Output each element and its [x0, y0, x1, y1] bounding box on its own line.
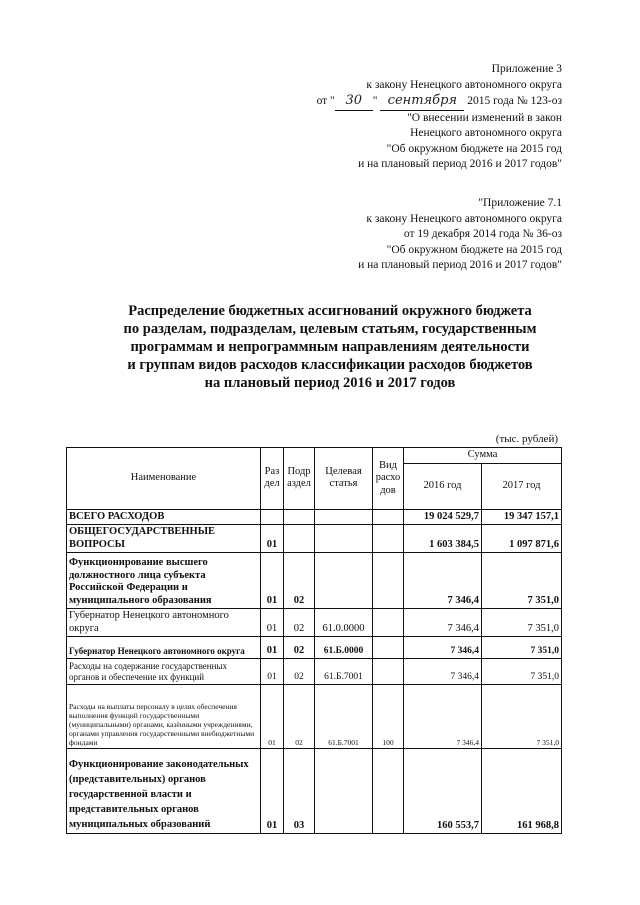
appendix-3-date-line [317, 93, 562, 111]
title-line5: на плановый период 2016 и 2017 годов [204, 375, 456, 391]
table-row [67, 525, 562, 553]
title-line4: и группам видов расходов классификации расходов бюджетов [127, 357, 533, 373]
row-2016: 7 346,4 [404, 637, 482, 659]
row-podrazdel: 03 [284, 749, 315, 834]
row-2016: 7 346,4 [404, 609, 482, 637]
row-target: 61.0.0000 [315, 609, 373, 637]
row-podrazdel: 02 [284, 659, 315, 685]
row-name: ОБЩЕГОСУДАРСТВЕННЫЕ ВОПРОСЫ [67, 525, 261, 553]
appendix-3-line1: Приложение 3 [491, 63, 562, 75]
document-title [60, 302, 600, 392]
table-row [67, 609, 562, 637]
header-sum: Сумма [404, 448, 562, 464]
row-2016: 160 553,7 [404, 749, 482, 834]
row-2017: 7 351,0 [482, 659, 562, 685]
row-expense-type [373, 609, 404, 637]
header-expense-type: Вид расхо дов [373, 448, 404, 510]
row-2017: 7 351,0 [482, 553, 562, 609]
table-row [67, 659, 562, 685]
row-target [315, 553, 373, 609]
row-target [315, 525, 373, 553]
header-podrazdel: Подр аздел [284, 448, 315, 510]
row-razdel: 01 [261, 685, 284, 749]
row-expense-type: 100 [373, 685, 404, 749]
appendix-3-header [317, 62, 562, 173]
row-2017: 161 968,8 [482, 749, 562, 834]
row-name: Расходы на выплаты персоналу в целях обеспечения выполнения функций государственными (муниципальными) органами, казёнными учреждениями, органами управления государственными внебюджетными фондами [67, 685, 261, 749]
table-row [67, 553, 562, 609]
row-podrazdel: 02 [284, 685, 315, 749]
date-month-handwritten: сентября [387, 93, 458, 108]
title-line1: Распределение бюджетных ассигнований окружного бюджета [128, 303, 532, 319]
row-expense-type [373, 553, 404, 609]
date-suffix: 2015 года № 123-оз [467, 95, 562, 107]
appendix-3-line2: к закону Ненецкого автономного округа [366, 78, 562, 91]
row-2017: 7 351,0 [482, 685, 562, 749]
row-name: Расходы на содержание государственных органов и обеспечение их функций [67, 659, 261, 685]
row-expense-type [373, 637, 404, 659]
budget-table [66, 447, 562, 834]
row-razdel [261, 509, 284, 525]
appendix-71-line3: от 19 декабря 2014 года № 36-оз [403, 228, 562, 240]
row-target [315, 509, 373, 525]
header-razdel: Раз дел [261, 448, 284, 510]
row-expense-type [373, 509, 404, 525]
date-day-blank [335, 93, 373, 111]
title-line2: по разделам, подразделам, целевым статьям, государственным [123, 321, 537, 337]
row-target [315, 749, 373, 834]
row-razdel: 01 [261, 659, 284, 685]
row-name: Губернатор Ненецкого автономного округа [67, 637, 261, 659]
table-row [67, 509, 562, 525]
row-target: 61.Б.7001 [315, 659, 373, 685]
appendix-71-line2: к закону Ненецкого автономного округа [366, 212, 562, 225]
header-name: Наименование [67, 448, 261, 510]
row-2017: 7 351,0 [482, 609, 562, 637]
appendix-7-1-header [358, 196, 562, 274]
row-2016: 7 346,4 [404, 685, 482, 749]
row-2017: 7 351,0 [482, 637, 562, 659]
row-expense-type [373, 525, 404, 553]
row-podrazdel: 02 [284, 637, 315, 659]
appendix-3-line5: Ненецкого автономного округа [410, 127, 562, 139]
row-name: Губернатор Ненецкого автономного округа [67, 609, 261, 637]
date-month-blank [380, 93, 464, 111]
row-expense-type [373, 659, 404, 685]
row-2016: 7 346,4 [404, 553, 482, 609]
appendix-3-line6: "Об окружном бюджете на 2015 год [386, 142, 562, 155]
row-podrazdel [284, 509, 315, 525]
appendix-71-line1: "Приложение 7.1 [478, 197, 562, 209]
row-razdel: 01 [261, 749, 284, 834]
row-razdel: 01 [261, 609, 284, 637]
appendix-71-line4: "Об окружном бюджете на 2015 год [386, 243, 562, 256]
row-2016: 1 603 384,5 [404, 525, 482, 553]
appendix-71-line5: и на плановый период 2016 и 2017 годов" [358, 259, 562, 271]
units-label: (тыс. рублей) [495, 433, 558, 445]
row-razdel: 01 [261, 553, 284, 609]
table-row [67, 685, 562, 749]
appendix-3-line7: и на плановый период 2016 и 2017 годов" [358, 158, 562, 170]
header-target-article: Целевая статья [315, 448, 373, 510]
date-mid: " [372, 95, 378, 107]
row-name: ВСЕГО РАСХОДОВ [67, 509, 261, 525]
header-2016: 2016 год [404, 463, 482, 509]
row-podrazdel: 02 [284, 553, 315, 609]
title-line3: программам и непрограммным направлениям деятельности [130, 339, 530, 355]
row-expense-type [373, 749, 404, 834]
row-podrazdel: 02 [284, 609, 315, 637]
row-target: 61.Б.7001 [315, 685, 373, 749]
table-row [67, 749, 562, 834]
row-name: Функционирование высшего должностного лица субъекта Российской Федерации и муниципального образования [67, 553, 261, 609]
row-razdel: 01 [261, 525, 284, 553]
date-prefix: от " [316, 95, 335, 107]
header-2017: 2017 год [482, 463, 562, 509]
row-podrazdel [284, 525, 315, 553]
row-name: Функционирование законодательных (представительных) органов государственной власти и представительных органов муниципальных образований [67, 749, 261, 834]
row-2017: 19 347 157,1 [482, 509, 562, 525]
row-2017: 1 097 871,6 [482, 525, 562, 553]
row-razdel: 01 [261, 637, 284, 659]
row-target: 61.Б.0000 [315, 637, 373, 659]
date-day-handwritten: 30 [345, 93, 363, 108]
table-row [67, 637, 562, 659]
row-2016: 19 024 529,7 [404, 509, 482, 525]
row-2016: 7 346,4 [404, 659, 482, 685]
appendix-3-line4: "О внесении изменений в закон [407, 111, 562, 124]
